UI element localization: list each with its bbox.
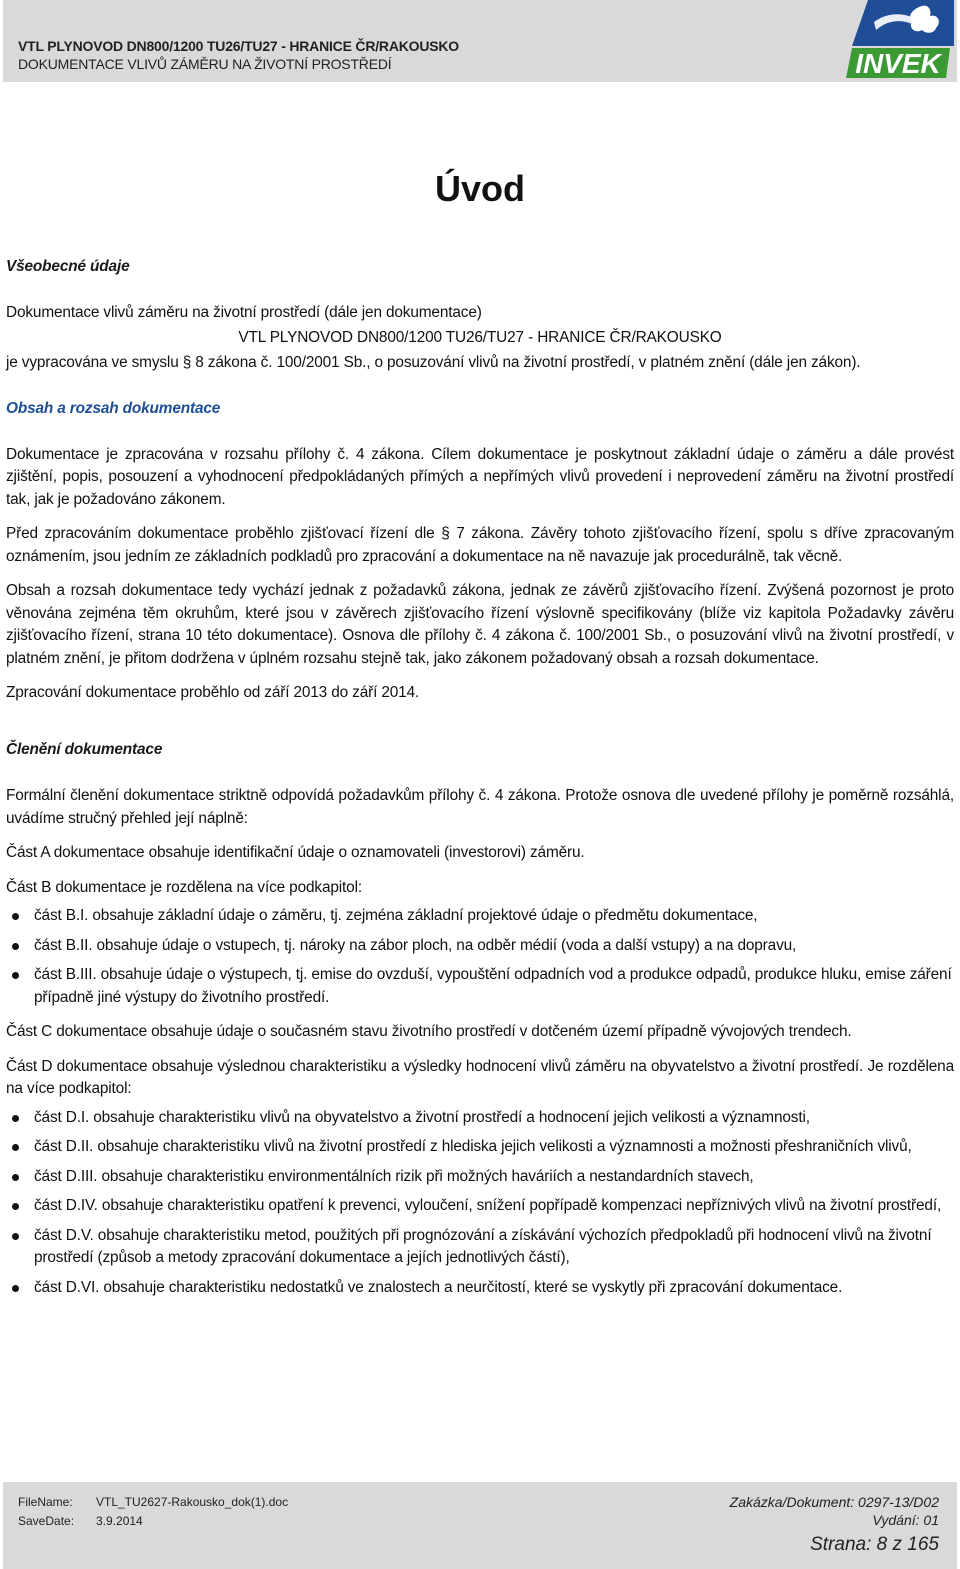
logo-text: INVEK [855, 48, 941, 79]
page-header [3, 0, 957, 82]
heading-scope: Obsah a rozsah dokumentace [6, 400, 221, 417]
savedate-label: SaveDate: [18, 1514, 75, 1528]
page-number: Strana: 8 z 165 [810, 1534, 939, 1555]
header-document-title: DOKUMENTACE VLIVŮ ZÁMĚRU NA ŽIVOTNÍ PROSTŘEDÍ [18, 56, 392, 72]
general-paragraph-3: je vypracována ve smyslu § 8 zákona č. 100/2001 Sb., o posuzování vlivů na životní prostředí, v platném znění (dále jen zákon). [6, 353, 861, 371]
structure-paragraph-5: Část D dokumentace obsahuje výslednou charakteristiku a výsledky hodnocení vlivů záměru na obyvatelstvo a životní prostředí. Je rozdělena na více podkapitol: [6, 1057, 954, 1097]
list-part-b [6, 905, 954, 1009]
document-body [6, 256, 954, 1299]
scope-paragraph-4: Zpracování dokumentace proběhlo od září 2013 do září 2014. [6, 684, 420, 701]
filename-label: FileName: [18, 1495, 73, 1509]
structure-paragraph-3: Část B dokumentace je rozdělena na více podkapitol: [6, 878, 362, 896]
heading-structure: Členění dokumentace [6, 740, 163, 758]
order-document-number: Zakázka/Dokument: 0297-13/D02 [729, 1494, 939, 1510]
structure-paragraph-2: Část A dokumentace obsahuje identifikační údaje o oznamovateli (investorovi) záměru. [6, 844, 585, 861]
list-part-d [6, 1107, 954, 1300]
scope-paragraph-2: Před zpracováním dokumentace proběhlo zjišťovací řízení dle § 7 zákona. Závěry tohoto zjišťovacího řízení, spolu s dříve zpracovaným oznámením, jsou jedním ze základních podkladů pro zpracování a dokumentace na ně navazuje jak procedurálně, tak věcně. [6, 525, 954, 565]
heading-general: Všeobecné údaje [6, 258, 130, 275]
list-item: část D.I. obsahuje charakteristiku vlivů na obyvatelstvo a životní prostředí a hodnocení jejich velikosti a významnosti, [6, 1107, 954, 1130]
list-item: část B.I. obsahuje základní údaje o záměru, tj. zejména základní projektové údaje o předmětu dokumentace, [6, 905, 954, 928]
list-item: část D.IV. obsahuje charakteristiku opatření k prevenci, vyloučení, snížení popřípadě kompenzaci nepříznivých vlivů na životní prostředí, [6, 1195, 954, 1218]
general-paragraph-1: Dokumentace vlivů záměru na životní prostředí (dále jen dokumentace) [6, 303, 482, 321]
scope-paragraph-1: Dokumentace je zpracována v rozsahu přílohy č. 4 zákona. Cílem dokumentace je poskytnout základní údaje o záměru a dále provést zjištění, popis, posouzení a vyhodnocení předpokládaných přímých a nepřímých vlivů provedení i neprovedení záměru na životní prostředí tak, jak je požadováno zákonem. [6, 445, 954, 508]
header-project-title: VTL PLYNOVOD DN800/1200 TU26/TU27 - HRANICE ČR/RAKOUSKO [18, 38, 459, 54]
page-footer [3, 1482, 957, 1569]
scope-paragraph-3: Obsah a rozsah dokumentace tedy vychází jednak z požadavků zákona, jednak ze závěrů zjišťovacího řízení. Zvýšená pozornost je proto věnována zejména těm okruhům, které jsou v závěrech zjišťovacího řízení výslovně specifikovány (blíže viz kapitola Požadavky závěru zjišťovacího řízení, strana 10 této dokumentace). Osnova dle přílohy č. 4 zákona č. 100/2001 Sb., o posuzování vlivů na životní prostředí, v platném znění, je přitom dodržena v úplném rozsahu stejně tak, jako zákonem požadovaný obsah a rozsah dokumentace. [6, 582, 954, 667]
list-item: část D.III. obsahuje charakteristiku environmentálních rizik při možných haváriích a nestandardních stavech, [6, 1166, 954, 1189]
list-item: část D.II. obsahuje charakteristiku vlivů na životní prostředí z hlediska jejich velikosti a významnosti a možnosti přeshraničních vlivů, [6, 1136, 954, 1159]
invek-logo [846, 0, 954, 82]
list-item: část D.VI. obsahuje charakteristiku nedostatků ve znalostech a neurčitostí, které se vyskytly při zpracování dokumentace. [6, 1277, 954, 1300]
general-project-name: VTL PLYNOVOD DN800/1200 TU26/TU27 - HRANICE ČR/RAKOUSKO [238, 329, 722, 346]
list-item: část D.V. obsahuje charakteristiku metod, použitých při prognózování a získávání výchozích předpokladů při hodnocení vlivů na životní prostředí (způsob a metody zpracování dokumentace a jejích jednotlivých částí), [6, 1225, 954, 1270]
savedate-value: 3.9.2014 [96, 1514, 143, 1528]
structure-paragraph-1: Formální členění dokumentace striktně odpovídá požadavkům přílohy č. 4 zákona. Protože osnova dle uvedené přílohy je poměrně rozsáhlá, uvádíme stručný přehled její náplně: [6, 787, 954, 827]
page-title: Úvod [435, 168, 525, 209]
list-item: část B.II. obsahuje údaje o vstupech, tj. nároky na zábor ploch, na odběr médií (voda a další vstupy) a na dopravu, [6, 935, 954, 958]
list-item: část B.III. obsahuje údaje o výstupech, tj. emise do ovzduší, vypouštění odpadních vod a produkce odpadů, produkce hluku, emise záření případně jiné výstupy do životního prostředí. [6, 964, 954, 1009]
filename-value: VTL_TU2627-Rakousko_dok(1).doc [96, 1495, 289, 1509]
structure-paragraph-4: Část C dokumentace obsahuje údaje o současném stavu životního prostředí v dotčeném území případně vývojových trendech. [6, 1023, 852, 1040]
edition-number: Vydání: 01 [872, 1512, 939, 1528]
